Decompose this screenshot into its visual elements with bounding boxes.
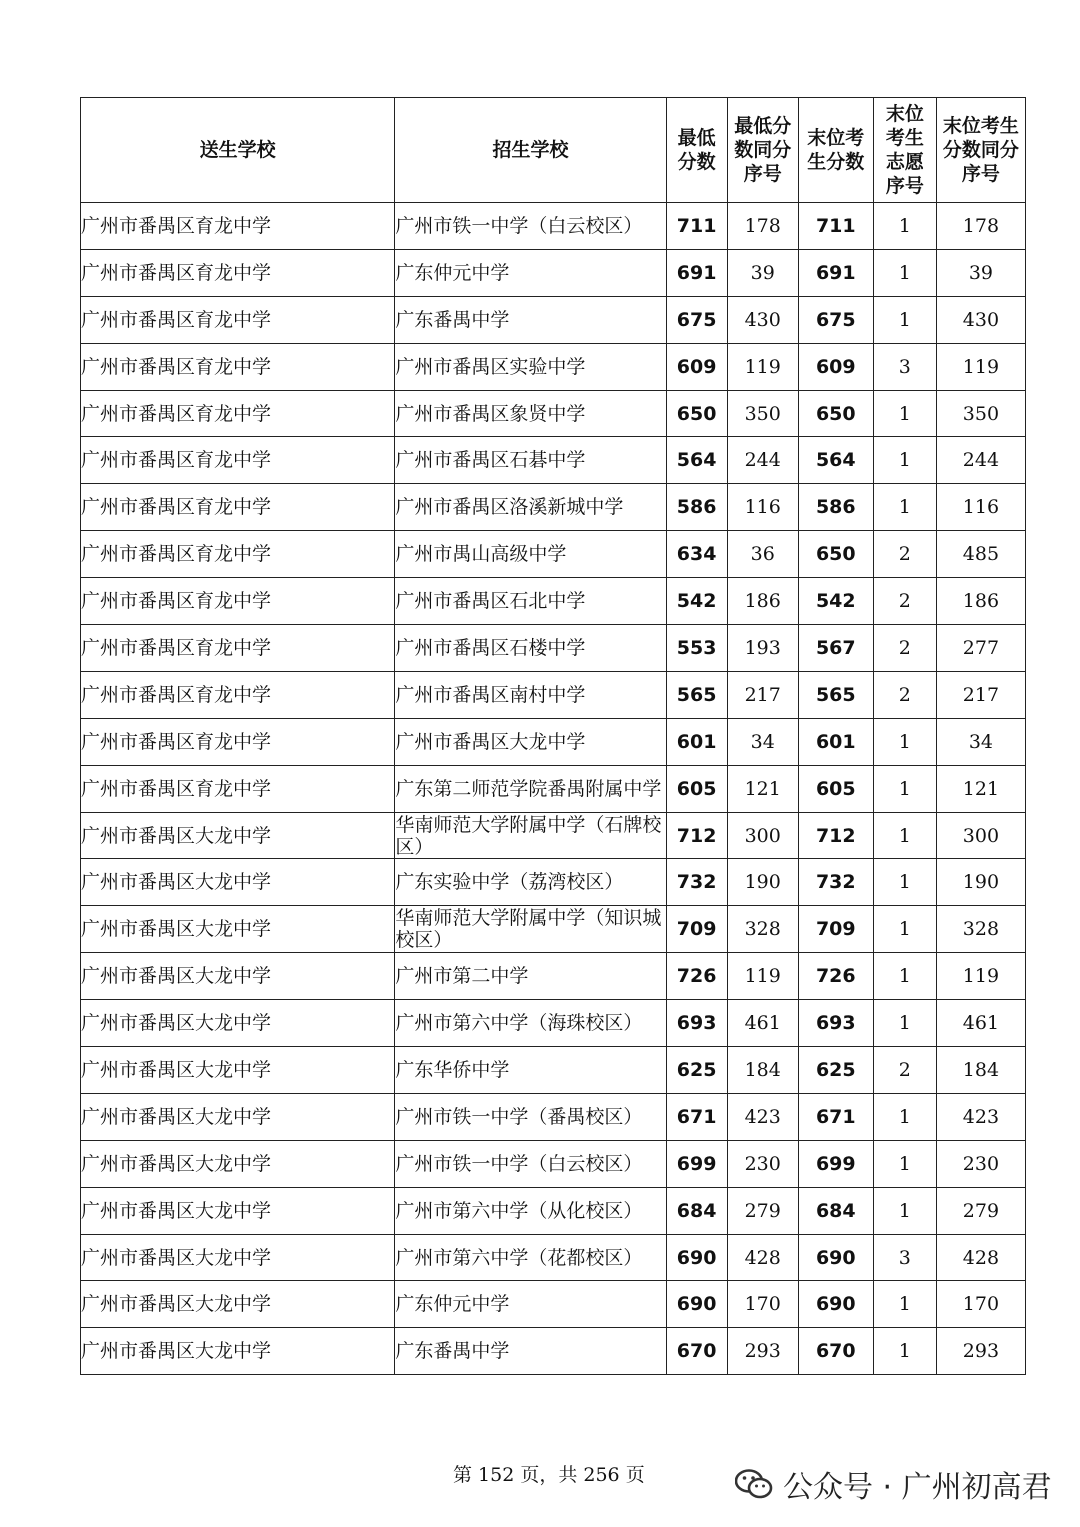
cell-last-choice: 1 (873, 718, 936, 765)
cell-min-score-rank: 39 (727, 249, 798, 296)
cell-min-score: 609 (666, 343, 727, 390)
table-row (81, 812, 1026, 859)
cell-min-score: 711 (666, 203, 727, 250)
cell-sending-school: 广州市番禺区大龙中学 (81, 1328, 395, 1375)
cell-sending-school: 广州市番禺区大龙中学 (81, 906, 395, 953)
cell-last-score: 709 (798, 906, 873, 953)
cell-receiving-school: 广东番禺中学 (395, 1328, 666, 1375)
cell-min-score-rank: 244 (727, 437, 798, 484)
cell-sending-school: 广州市番禺区育龙中学 (81, 296, 395, 343)
cell-last-score: 670 (798, 1328, 873, 1375)
table-row (81, 1093, 1026, 1140)
cell-last-choice: 1 (873, 437, 936, 484)
cell-last-choice: 3 (873, 343, 936, 390)
cell-min-score-rank: 170 (727, 1281, 798, 1328)
cell-last-score-rank: 217 (936, 671, 1025, 718)
cell-min-score: 690 (666, 1234, 727, 1281)
cell-sending-school: 广州市番禺区育龙中学 (81, 578, 395, 625)
cell-last-score: 690 (798, 1234, 873, 1281)
cell-min-score: 542 (666, 578, 727, 625)
cell-last-score-rank: 34 (936, 718, 1025, 765)
cell-min-score-rank: 119 (727, 343, 798, 390)
cell-last-score-rank: 244 (936, 437, 1025, 484)
cell-last-choice: 1 (873, 296, 936, 343)
cell-receiving-school: 广州市禺山高级中学 (395, 531, 666, 578)
page-footer (453, 1460, 645, 1487)
table-row (81, 296, 1026, 343)
cell-receiving-school: 广州市番禺区洛溪新城中学 (395, 484, 666, 531)
cell-min-score-rank: 184 (727, 1047, 798, 1094)
page-number-text: 第 152 页，共 256 页 (453, 1464, 645, 1486)
cell-receiving-school: 华南师范大学附属中学（石牌校区） (395, 812, 666, 859)
cell-receiving-school: 广州市铁一中学（白云校区） (395, 203, 666, 250)
cell-last-score-rank: 350 (936, 390, 1025, 437)
cell-min-score: 691 (666, 249, 727, 296)
header-last-choice: 末位考生志愿序号 (873, 98, 936, 203)
cell-receiving-school: 广东华侨中学 (395, 1047, 666, 1094)
cell-receiving-school: 广州市第六中学（海珠校区） (395, 1000, 666, 1047)
cell-min-score-rank: 423 (727, 1093, 798, 1140)
table-row (81, 484, 1026, 531)
table-body (81, 203, 1026, 1375)
cell-min-score: 553 (666, 625, 727, 672)
cell-min-score: 690 (666, 1281, 727, 1328)
cell-sending-school: 广州市番禺区大龙中学 (81, 1093, 395, 1140)
cell-last-score: 567 (798, 625, 873, 672)
cell-receiving-school: 华南师范大学附属中学（知识城校区） (395, 906, 666, 953)
cell-last-score-rank: 116 (936, 484, 1025, 531)
cell-last-choice: 2 (873, 578, 936, 625)
cell-last-score-rank: 178 (936, 203, 1025, 250)
cell-last-score-rank: 430 (936, 296, 1025, 343)
cell-sending-school: 广州市番禺区大龙中学 (81, 1281, 395, 1328)
cell-min-score: 671 (666, 1093, 727, 1140)
cell-last-choice: 1 (873, 953, 936, 1000)
cell-last-score-rank: 186 (936, 578, 1025, 625)
cell-last-choice: 1 (873, 1187, 936, 1234)
cell-sending-school: 广州市番禺区育龙中学 (81, 718, 395, 765)
cell-last-choice: 1 (873, 1000, 936, 1047)
cell-min-score-rank: 461 (727, 1000, 798, 1047)
cell-min-score: 732 (666, 859, 727, 906)
cell-last-score: 601 (798, 718, 873, 765)
table-row (81, 203, 1026, 250)
cell-min-score-rank: 430 (727, 296, 798, 343)
cell-last-choice: 1 (873, 484, 936, 531)
cell-last-score: 542 (798, 578, 873, 625)
cell-receiving-school: 广东仲元中学 (395, 1281, 666, 1328)
cell-last-score-rank: 190 (936, 859, 1025, 906)
cell-sending-school: 广州市番禺区大龙中学 (81, 859, 395, 906)
table-row (81, 531, 1026, 578)
cell-last-score-rank: 279 (936, 1187, 1025, 1234)
cell-sending-school: 广州市番禺区育龙中学 (81, 249, 395, 296)
cell-last-score: 699 (798, 1140, 873, 1187)
table-row (81, 953, 1026, 1000)
cell-last-score-rank: 184 (936, 1047, 1025, 1094)
cell-min-score-rank: 36 (727, 531, 798, 578)
cell-sending-school: 广州市番禺区育龙中学 (81, 625, 395, 672)
table-row (81, 1281, 1026, 1328)
cell-min-score-rank: 119 (727, 953, 798, 1000)
cell-last-choice: 1 (873, 859, 936, 906)
cell-last-choice: 1 (873, 1281, 936, 1328)
cell-last-choice: 1 (873, 390, 936, 437)
cell-last-score: 693 (798, 1000, 873, 1047)
cell-last-score: 712 (798, 812, 873, 859)
table-row (81, 437, 1026, 484)
cell-last-choice: 1 (873, 1093, 936, 1140)
header-last-score: 末位考生分数 (798, 98, 873, 203)
cell-last-choice: 1 (873, 203, 936, 250)
wechat-icon (735, 1469, 773, 1499)
cell-sending-school: 广州市番禺区育龙中学 (81, 437, 395, 484)
cell-last-choice: 1 (873, 1140, 936, 1187)
cell-min-score-rank: 121 (727, 765, 798, 812)
header-min-score: 最低分数 (666, 98, 727, 203)
cell-min-score-rank: 34 (727, 718, 798, 765)
table-row (81, 1000, 1026, 1047)
table-row (81, 1140, 1026, 1187)
table-row (81, 906, 1026, 953)
table-row (81, 1234, 1026, 1281)
cell-last-choice: 2 (873, 1047, 936, 1094)
table-row (81, 578, 1026, 625)
cell-receiving-school: 广州市第二中学 (395, 953, 666, 1000)
table-row (81, 718, 1026, 765)
cell-sending-school: 广州市番禺区大龙中学 (81, 1047, 395, 1094)
cell-min-score-rank: 230 (727, 1140, 798, 1187)
cell-last-score: 675 (798, 296, 873, 343)
cell-last-score: 691 (798, 249, 873, 296)
cell-min-score-rank: 350 (727, 390, 798, 437)
table-row (81, 765, 1026, 812)
cell-min-score-rank: 293 (727, 1328, 798, 1375)
cell-last-score: 711 (798, 203, 873, 250)
cell-receiving-school: 广州市番禺区象贤中学 (395, 390, 666, 437)
header-receiving-school: 招生学校 (395, 98, 666, 203)
table-row (81, 1047, 1026, 1094)
cell-last-score-rank: 230 (936, 1140, 1025, 1187)
cell-sending-school: 广州市番禺区大龙中学 (81, 953, 395, 1000)
cell-last-score: 671 (798, 1093, 873, 1140)
watermark-text: 公众号 · 广州初高君 (783, 1470, 1052, 1505)
cell-min-score-rank: 190 (727, 859, 798, 906)
cell-last-score: 684 (798, 1187, 873, 1234)
cell-min-score-rank: 217 (727, 671, 798, 718)
cell-min-score: 709 (666, 906, 727, 953)
cell-min-score: 726 (666, 953, 727, 1000)
table-row (81, 390, 1026, 437)
cell-receiving-school: 广州市番禺区南村中学 (395, 671, 666, 718)
cell-last-score-rank: 293 (936, 1328, 1025, 1375)
cell-min-score-rank: 186 (727, 578, 798, 625)
table-row (81, 859, 1026, 906)
cell-receiving-school: 广州市第六中学（从化校区） (395, 1187, 666, 1234)
cell-last-score-rank: 170 (936, 1281, 1025, 1328)
cell-last-score-rank: 423 (936, 1093, 1025, 1140)
cell-last-score-rank: 119 (936, 953, 1025, 1000)
table-row (81, 343, 1026, 390)
cell-last-choice: 1 (873, 906, 936, 953)
cell-last-score-rank: 328 (936, 906, 1025, 953)
header-sending-school: 送生学校 (81, 98, 395, 203)
cell-min-score: 670 (666, 1328, 727, 1375)
cell-last-score: 625 (798, 1047, 873, 1094)
table-header-row (81, 98, 1026, 203)
table-row (81, 249, 1026, 296)
cell-last-score: 586 (798, 484, 873, 531)
cell-last-score: 690 (798, 1281, 873, 1328)
table-row (81, 671, 1026, 718)
cell-min-score-rank: 279 (727, 1187, 798, 1234)
cell-sending-school: 广州市番禺区大龙中学 (81, 1000, 395, 1047)
admission-table (80, 97, 1026, 1375)
cell-min-score-rank: 178 (727, 203, 798, 250)
cell-min-score-rank: 116 (727, 484, 798, 531)
cell-sending-school: 广州市番禺区育龙中学 (81, 203, 395, 250)
cell-receiving-school: 广州市番禺区石碁中学 (395, 437, 666, 484)
cell-last-score: 726 (798, 953, 873, 1000)
cell-last-score: 609 (798, 343, 873, 390)
cell-min-score: 586 (666, 484, 727, 531)
header-last-score-rank: 末位考生分数同分序号 (936, 98, 1025, 203)
cell-last-score: 605 (798, 765, 873, 812)
cell-last-choice: 1 (873, 812, 936, 859)
cell-last-score-rank: 428 (936, 1234, 1025, 1281)
cell-min-score-rank: 428 (727, 1234, 798, 1281)
cell-sending-school: 广州市番禺区育龙中学 (81, 531, 395, 578)
table-row (81, 1187, 1026, 1234)
cell-last-choice: 1 (873, 249, 936, 296)
cell-min-score: 564 (666, 437, 727, 484)
table-row (81, 625, 1026, 672)
cell-min-score-rank: 193 (727, 625, 798, 672)
cell-min-score-rank: 328 (727, 906, 798, 953)
cell-min-score: 634 (666, 531, 727, 578)
cell-sending-school: 广州市番禺区大龙中学 (81, 1140, 395, 1187)
cell-min-score: 693 (666, 1000, 727, 1047)
watermark (735, 1462, 1052, 1506)
cell-last-score-rank: 119 (936, 343, 1025, 390)
cell-min-score: 675 (666, 296, 727, 343)
cell-receiving-school: 广州市番禺区大龙中学 (395, 718, 666, 765)
cell-receiving-school: 广东番禺中学 (395, 296, 666, 343)
cell-last-choice: 1 (873, 765, 936, 812)
cell-last-score-rank: 39 (936, 249, 1025, 296)
cell-sending-school: 广州市番禺区大龙中学 (81, 812, 395, 859)
cell-min-score: 625 (666, 1047, 727, 1094)
cell-min-score: 605 (666, 765, 727, 812)
cell-last-score-rank: 300 (936, 812, 1025, 859)
cell-min-score: 712 (666, 812, 727, 859)
cell-last-score: 650 (798, 390, 873, 437)
cell-receiving-school: 广州市铁一中学（白云校区） (395, 1140, 666, 1187)
cell-receiving-school: 广东实验中学（荔湾校区） (395, 859, 666, 906)
cell-sending-school: 广州市番禺区育龙中学 (81, 390, 395, 437)
cell-receiving-school: 广州市番禺区石北中学 (395, 578, 666, 625)
cell-last-score-rank: 485 (936, 531, 1025, 578)
cell-receiving-school: 广东仲元中学 (395, 249, 666, 296)
cell-receiving-school: 广东第二师范学院番禺附属中学 (395, 765, 666, 812)
cell-last-score-rank: 121 (936, 765, 1025, 812)
cell-last-score-rank: 277 (936, 625, 1025, 672)
cell-sending-school: 广州市番禺区育龙中学 (81, 671, 395, 718)
cell-last-choice: 2 (873, 671, 936, 718)
cell-sending-school: 广州市番禺区育龙中学 (81, 343, 395, 390)
cell-last-score: 732 (798, 859, 873, 906)
cell-sending-school: 广州市番禺区大龙中学 (81, 1187, 395, 1234)
table-row (81, 1328, 1026, 1375)
cell-receiving-school: 广州市铁一中学（番禺校区） (395, 1093, 666, 1140)
cell-last-choice: 2 (873, 625, 936, 672)
cell-last-choice: 3 (873, 1234, 936, 1281)
cell-min-score-rank: 300 (727, 812, 798, 859)
cell-sending-school: 广州市番禺区大龙中学 (81, 1234, 395, 1281)
cell-receiving-school: 广州市番禺区实验中学 (395, 343, 666, 390)
cell-sending-school: 广州市番禺区育龙中学 (81, 765, 395, 812)
cell-last-score-rank: 461 (936, 1000, 1025, 1047)
cell-min-score: 565 (666, 671, 727, 718)
cell-min-score: 684 (666, 1187, 727, 1234)
cell-min-score: 650 (666, 390, 727, 437)
cell-last-choice: 2 (873, 531, 936, 578)
cell-receiving-school: 广州市番禺区石楼中学 (395, 625, 666, 672)
cell-receiving-school: 广州市第六中学（花都校区） (395, 1234, 666, 1281)
cell-sending-school: 广州市番禺区育龙中学 (81, 484, 395, 531)
cell-last-choice: 1 (873, 1328, 936, 1375)
cell-min-score: 699 (666, 1140, 727, 1187)
header-min-score-rank: 最低分数同分序号 (727, 98, 798, 203)
cell-last-score: 650 (798, 531, 873, 578)
cell-last-score: 565 (798, 671, 873, 718)
cell-min-score: 601 (666, 718, 727, 765)
cell-last-score: 564 (798, 437, 873, 484)
